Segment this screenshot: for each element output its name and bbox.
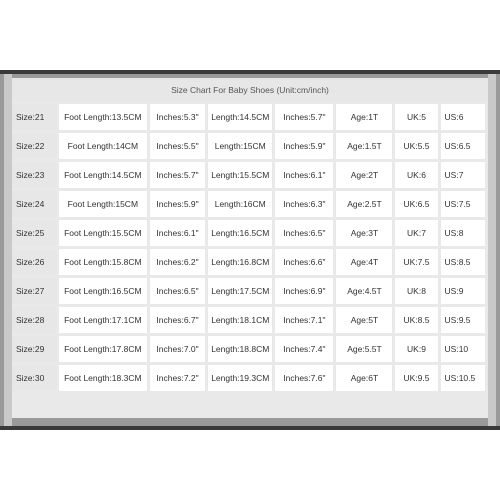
cell-foot-length: Foot Length:18.3CM: [59, 365, 147, 391]
cell-foot-length: Foot Length:17.1CM: [59, 307, 147, 333]
cell-foot-inches: Inches:7.2": [150, 365, 205, 391]
cell-uk: UK:7: [395, 220, 437, 246]
cell-age: Age:1T: [336, 104, 392, 130]
cell-foot-inches: Inches:7.0": [150, 336, 205, 362]
cell-size: Size:30: [12, 365, 56, 391]
cell-age: Age:3T: [336, 220, 392, 246]
cell-foot-inches: Inches:6.5": [150, 278, 205, 304]
cell-length-inches: Inches:5.7": [275, 104, 333, 130]
cell-length-inches: Inches:7.6": [275, 365, 333, 391]
cell-us: US:7.5: [441, 191, 485, 217]
cell-size: Size:25: [12, 220, 56, 246]
cell-length: Length:17.5CM: [208, 278, 272, 304]
cell-us: US:9.5: [441, 307, 485, 333]
cell-age: Age:5T: [336, 307, 392, 333]
table-row: [12, 249, 485, 275]
cell-uk: UK:5: [395, 104, 437, 130]
cell-length: Length:18.1CM: [208, 307, 272, 333]
cell-foot-length: Foot Length:17.8CM: [59, 336, 147, 362]
cell-uk: UK:7.5: [395, 249, 437, 275]
cell-length: Length:18.8CM: [208, 336, 272, 362]
cell-us: US:6: [441, 104, 485, 130]
cell-us: US:10: [441, 336, 485, 362]
cell-length-inches: Inches:7.1": [275, 307, 333, 333]
cell-size: Size:22: [12, 133, 56, 159]
cell-foot-inches: Inches:5.5": [150, 133, 205, 159]
cell-foot-length: Foot Length:13.5CM: [59, 104, 147, 130]
table-row: [12, 278, 485, 304]
left-edge: [4, 74, 12, 426]
table-row: [12, 220, 485, 246]
table-row: [12, 307, 485, 333]
cell-foot-length: Foot Length:15.5CM: [59, 220, 147, 246]
cell-age: Age:1.5T: [336, 133, 392, 159]
cell-uk: UK:9.5: [395, 365, 437, 391]
cell-age: Age:2T: [336, 162, 392, 188]
cell-foot-length: Foot Length:15CM: [59, 191, 147, 217]
cell-length: Length:16.8CM: [208, 249, 272, 275]
table-row: [12, 133, 485, 159]
chart-title: Size Chart For Baby Shoes (Unit:cm/inch): [12, 78, 488, 102]
cell-foot-inches: Inches:5.9": [150, 191, 205, 217]
cell-length: Length:15.5CM: [208, 162, 272, 188]
cell-length-inches: Inches:6.6": [275, 249, 333, 275]
cell-foot-length: Foot Length:14.5CM: [59, 162, 147, 188]
cell-foot-inches: Inches:6.1": [150, 220, 205, 246]
cell-length-inches: Inches:7.4": [275, 336, 333, 362]
cell-age: Age:2.5T: [336, 191, 392, 217]
cell-length-inches: Inches:6.1": [275, 162, 333, 188]
cell-length-inches: Inches:5.9": [275, 133, 333, 159]
table-row: [12, 162, 485, 188]
cell-size: Size:27: [12, 278, 56, 304]
cell-size: Size:24: [12, 191, 56, 217]
table-row: [12, 104, 485, 130]
cell-uk: UK:8: [395, 278, 437, 304]
size-chart: [12, 78, 488, 418]
cell-uk: UK:6: [395, 162, 437, 188]
cell-us: US:6.5: [441, 133, 485, 159]
size-table: [12, 101, 488, 394]
cell-length: Length:15CM: [208, 133, 272, 159]
cell-length: Length:16.5CM: [208, 220, 272, 246]
cell-foot-length: Foot Length:14CM: [59, 133, 147, 159]
right-edge: [488, 74, 496, 426]
cell-size: Size:23: [12, 162, 56, 188]
cell-size: Size:26: [12, 249, 56, 275]
cell-age: Age:4.5T: [336, 278, 392, 304]
cell-size: Size:29: [12, 336, 56, 362]
cell-size: Size:28: [12, 307, 56, 333]
cell-size: Size:21: [12, 104, 56, 130]
table-row: [12, 191, 485, 217]
cell-foot-length: Foot Length:16.5CM: [59, 278, 147, 304]
cell-foot-length: Foot Length:15.8CM: [59, 249, 147, 275]
cell-foot-inches: Inches:5.7": [150, 162, 205, 188]
cell-length-inches: Inches:6.3": [275, 191, 333, 217]
cell-foot-inches: Inches:6.7": [150, 307, 205, 333]
cell-length: Length:16CM: [208, 191, 272, 217]
cell-us: US:8: [441, 220, 485, 246]
cell-us: US:10.5: [441, 365, 485, 391]
cell-uk: UK:9: [395, 336, 437, 362]
cell-length-inches: Inches:6.9": [275, 278, 333, 304]
cell-us: US:7: [441, 162, 485, 188]
cell-uk: UK:6.5: [395, 191, 437, 217]
cell-foot-inches: Inches:6.2": [150, 249, 205, 275]
cell-uk: UK:8.5: [395, 307, 437, 333]
table-row: [12, 365, 485, 391]
cell-age: Age:6T: [336, 365, 392, 391]
cell-length-inches: Inches:6.5": [275, 220, 333, 246]
cell-age: Age:4T: [336, 249, 392, 275]
cell-us: US:9: [441, 278, 485, 304]
cell-uk: UK:5.5: [395, 133, 437, 159]
cell-us: US:8.5: [441, 249, 485, 275]
cell-length: Length:19.3CM: [208, 365, 272, 391]
cell-length: Length:14.5CM: [208, 104, 272, 130]
cell-foot-inches: Inches:5.3": [150, 104, 205, 130]
table-row: [12, 336, 485, 362]
size-table-body: [12, 104, 485, 391]
cell-age: Age:5.5T: [336, 336, 392, 362]
